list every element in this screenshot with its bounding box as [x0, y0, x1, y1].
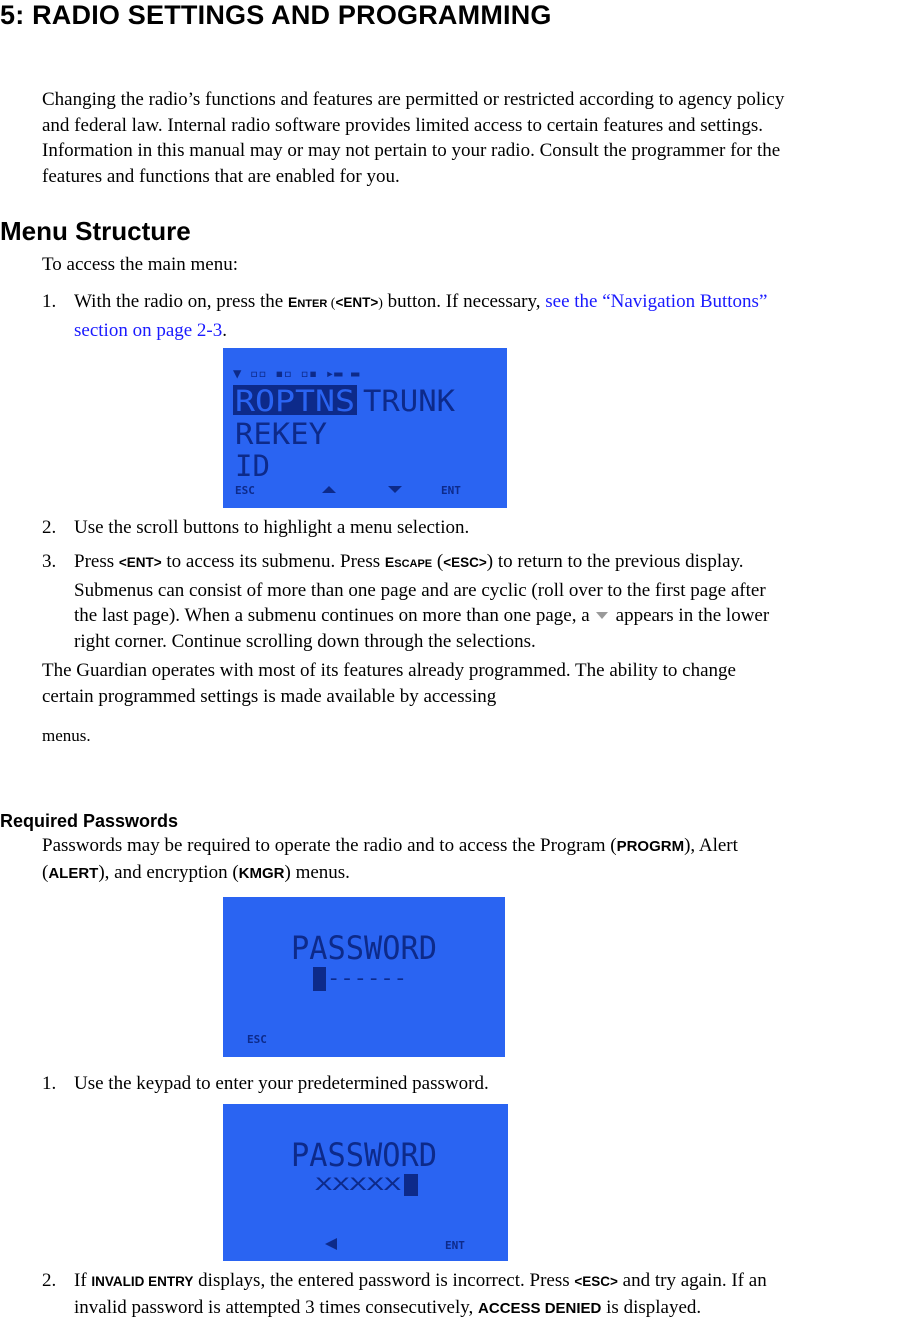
lcd-softkey-ent: ENT — [441, 484, 461, 497]
note-line: menus. — [42, 726, 91, 745]
lcd-status-row: ▼ ▫▫ ▪▫ ▫▪ ▸▬ ▬ — [233, 366, 360, 382]
paragraph-text: ), Alert — [684, 835, 738, 856]
lcd-softkey-esc: ESC — [235, 484, 255, 497]
esc-key-label: <ESC> — [443, 555, 487, 570]
lcd-menu-item: REKEY — [235, 417, 327, 451]
key-label: E — [288, 294, 298, 310]
step-text: invalid password is attempted 3 times consecutively, — [74, 1296, 479, 1318]
page-title: 5: RADIO SETTINGS AND PROGRAMMING — [0, 0, 552, 30]
menu-step-3 — [42, 549, 892, 654]
key-label: NTER — [297, 298, 328, 310]
step-text: Use the keypad to enter your predetermined password. — [74, 1073, 489, 1094]
note-line: The Guardian operates with most of its features already programmed. The ability to change — [42, 660, 736, 681]
intro-line: and federal law. Internal radio software provides limited access to certain features and settings. — [42, 114, 764, 136]
intro-paragraph — [42, 87, 784, 189]
menu-structure-heading: Menu Structure — [0, 216, 191, 246]
note-line: certain programmed settings is made available by accessing — [42, 685, 497, 707]
alert-menu-label: ALERT — [48, 864, 99, 882]
step-text: ) — [378, 296, 383, 311]
required-passwords-heading: Required Passwords — [0, 811, 179, 831]
lcd-menu-item: ID — [235, 449, 270, 483]
step-text: displays, the entered password is incorrect. Press — [193, 1270, 575, 1291]
intro-line: Changing the radio’s functions and features are permitted or restricted according to agency policy — [42, 89, 785, 110]
lcd-password-entry: ------ — [327, 966, 407, 990]
key-label: SCAPE — [394, 558, 433, 570]
lcd-left-arrow-icon — [325, 1238, 337, 1250]
invalid-entry-label: INVALID ENTRY — [91, 1274, 194, 1289]
step-number: 2. — [42, 1270, 57, 1291]
step-text: ( — [327, 296, 336, 311]
navigation-buttons-link[interactable]: section on page 2-3 — [74, 319, 223, 341]
kmgr-menu-label: KMGR — [238, 864, 285, 882]
step-text: to access its submenu. Press — [161, 551, 385, 572]
step-text: and try again. If an — [617, 1270, 767, 1291]
access-denied-label: ACCESS DENIED — [478, 1299, 602, 1317]
password-filled-lcd-image — [223, 1104, 508, 1261]
step-text: With the radio on, press the — [74, 291, 288, 312]
intro-line: features and functions that are enabled for you. — [42, 165, 400, 187]
lcd-cursor — [313, 967, 326, 991]
step-text: Use the scroll buttons to highlight a menu selection. — [74, 517, 470, 538]
lcd-menu-item: TRUNK — [363, 384, 456, 418]
step-number: 1. — [42, 291, 57, 312]
lcd-password-label: PASSWORD — [291, 929, 437, 967]
lcd-down-arrow-icon — [388, 486, 402, 493]
esc-key-label: <ESC> — [574, 1274, 618, 1289]
step-text: If — [74, 1270, 92, 1291]
passwords-paragraph — [42, 833, 892, 886]
step-number: 3. — [42, 551, 57, 572]
lcd-selected-item: ROPTNS — [235, 384, 355, 418]
lcd-softkey-ent: ENT — [445, 1239, 465, 1252]
lcd-password-entry: XXXXX — [315, 1175, 403, 1195]
lcd-softkey-esc: ESC — [247, 1033, 267, 1046]
menu-step-1 — [42, 289, 892, 343]
step-text: ( — [432, 551, 444, 572]
menu-step-2 — [42, 515, 469, 541]
lcd-cursor — [404, 1174, 418, 1196]
ent-key-label: <ENT> — [118, 555, 162, 570]
lcd-password-label: PASSWORD — [291, 1136, 437, 1174]
paragraph-text: ), and encryption ( — [98, 861, 239, 883]
programming-note — [42, 658, 736, 709]
step-number: 1. — [42, 1073, 57, 1094]
password-step-1 — [42, 1071, 489, 1097]
step-text: appears in the lower — [615, 605, 770, 626]
step-text: Submenus can consist of more than one page and are cyclic (roll over to the first page after — [74, 579, 766, 601]
intro-line: Information in this manual may or may not pertain to your radio. Consult the programmer for the — [42, 140, 781, 161]
step-text: right corner. Continue scrolling down through the selections. — [74, 630, 536, 652]
key-label: E — [384, 554, 395, 570]
step-text: button. If necessary, — [382, 291, 546, 312]
paragraph-text: Passwords may be required to operate the radio and to access the Program ( — [42, 835, 617, 856]
password-step-2 — [42, 1268, 892, 1321]
down-arrow-icon — [596, 612, 608, 619]
step-text: ) to return to the previous display. — [486, 551, 744, 572]
navigation-buttons-link[interactable]: see the “Navigation Buttons” — [545, 291, 768, 312]
progrm-menu-label: PROGRM — [616, 838, 685, 855]
main-menu-lcd-image — [223, 348, 507, 508]
step-number: 2. — [42, 517, 57, 538]
step-text: Press — [74, 551, 119, 572]
paragraph-text: ) menus. — [284, 861, 350, 883]
step-text: the last page). When a submenu continues on more than one page, a — [74, 605, 590, 626]
step-text: . — [222, 319, 228, 341]
password-lcd-image — [223, 897, 505, 1057]
paragraph-text: ( — [42, 861, 49, 883]
menu-lead: To access the main menu: — [42, 254, 238, 275]
step-text: is displayed. — [601, 1296, 702, 1318]
lcd-up-arrow-icon — [322, 486, 336, 493]
ent-key-label: <ENT> — [335, 295, 379, 310]
